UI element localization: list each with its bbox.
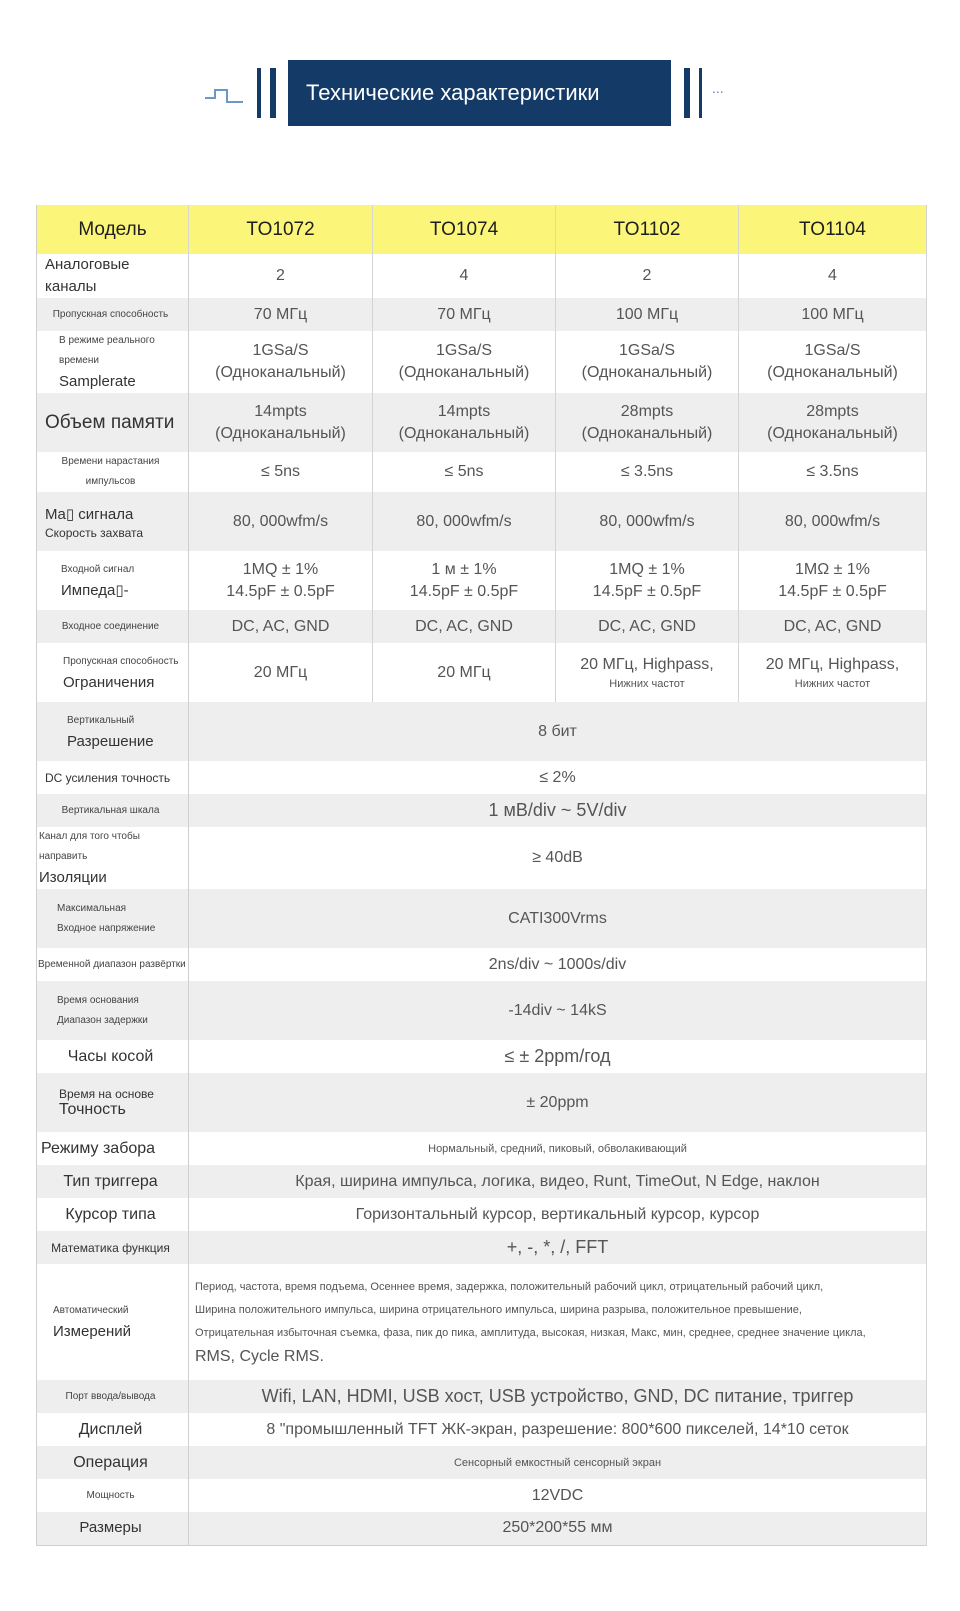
table-cell: 2 [556,254,739,298]
table-row [37,1413,927,1446]
table-cell: 8 бит [189,702,927,761]
table-cell: 100 МГц [556,298,739,331]
table-cell: 14mpts (Одноканальный) [373,393,556,452]
row-label-small: Канал для того чтобы направить [39,831,140,862]
table-cell: 80, 000wfm/s [739,492,927,551]
table-cell: 28mpts (Одноканальный) [556,393,739,452]
spec-table [36,205,927,1546]
table-cell: Сенсорный емкостный сенсорный экран [189,1446,927,1479]
table-cell: Горизонтальный курсор, вертикальный курсор, курсор [189,1198,927,1231]
row-label-main: Ma▯ сигнала [45,505,134,523]
row-label: Режиму забора [37,1132,189,1165]
table-row [37,254,927,298]
table-row [37,643,927,702]
table-row [37,331,927,393]
page-title: Технические характеристики [288,60,671,126]
table-cell: 1MQ ± 1% 14.5pF ± 0.5pF [556,551,739,610]
row-label-sub: Скорость захвата [45,525,144,540]
table-row [37,551,927,610]
table-cell: DC, AC, GND [739,610,927,643]
table-cell: 20 МГц, Highpass, Нижних частот [739,643,927,702]
header-cell: TO1072 [189,205,373,254]
row-label-small: Автоматический [53,1305,129,1316]
row-label-main: Изоляции [39,869,107,886]
table-row [37,889,927,948]
table-cell: DC, AC, GND [373,610,556,643]
table-cell: 250*200*55 мм [189,1512,927,1545]
measurement-line: RMS, Cycle RMS. [195,1348,324,1365]
row-label-small: Максимальная [57,902,127,914]
table-row [37,827,927,889]
row-label: Пропускная способность [37,298,189,331]
table-cell: ≤ ± 2ppm/год [189,1040,927,1073]
row-label: Входное соединение [37,610,189,643]
banner-decoration-text: ... [712,80,724,96]
header-cell: Модель [37,205,189,254]
table-row [37,298,927,331]
row-label-main: Измерений [53,1323,132,1340]
row-label [37,1264,189,1380]
table-cell: ≤ 2% [189,761,927,794]
banner-stripe [684,68,690,118]
table-cell: Wifi, LAN, HDMI, USB хост, USB устройство, GND, DC питание, триггер [189,1380,927,1413]
row-label: Операция [37,1446,189,1479]
table-row [37,1040,927,1073]
row-label [37,981,189,1040]
row-label: Аналоговые каналы [37,254,189,298]
row-label: Мощность [37,1479,189,1512]
row-label: Часы косой [37,1040,189,1073]
table-cell: 2ns/div ~ 1000s/div [189,948,927,981]
row-label: Времени нарастания импульсов [37,452,189,492]
table-cell: ≤ 5ns [189,452,373,492]
table-cell: ≤ 3.5ns [739,452,927,492]
row-label-small: Время на основе [59,1086,154,1101]
table-cell: 12VDC [189,1479,927,1512]
row-label [37,551,189,610]
row-label: Временной диапазон развёртки [37,948,189,981]
row-label-main: Импеда▯- [61,581,129,599]
table-cell: 100 МГц [739,298,927,331]
banner-stripe [270,68,276,118]
table-cell: 1GSa/S (Одноканальный) [373,331,556,393]
row-label [37,331,189,393]
table-row [37,393,927,452]
row-label-small: Время основания [57,994,139,1006]
table-cell: DC, AC, GND [189,610,373,643]
table-cell: DC, AC, GND [556,610,739,643]
table-row [37,1446,927,1479]
waveform-decoration-icon [205,86,245,106]
table-row [37,492,927,551]
row-label [37,827,189,889]
header-cell: TO1102 [556,205,739,254]
table-cell: 4 [739,254,927,298]
row-label-main: Ограничения [63,673,155,691]
row-label: Тип триггера [37,1165,189,1198]
row-label: Вертикальная шкала [37,794,189,827]
table-cell: 4 [373,254,556,298]
table-row [37,794,927,827]
table-cell: 1MΩ ± 1% 14.5pF ± 0.5pF [739,551,927,610]
table-cell [189,1264,927,1380]
header-cell: TO1074 [373,205,556,254]
table-row [37,981,927,1040]
row-label-small: Вертикальный [67,714,135,726]
measurement-line: Период, частота, время подъема, Осеннее время, задержка, положительный рабочий цикл, отрицательный рабочий цикл, [195,1281,824,1293]
row-label-main: Разрешение [67,732,154,750]
row-label: Объем памяти [37,393,189,452]
row-label: Математика функция [37,1231,189,1264]
table-cell: 8 "промышленный TFT ЖК-экран, разрешение: 800*600 пикселей, 14*10 сеток [189,1413,927,1446]
table-row [37,1479,927,1512]
table-row [37,1073,927,1132]
row-label [37,1073,189,1132]
table-cell: Нормальный, средний, пиковый, обволакивающий [189,1132,927,1165]
row-label: Курсор типа [37,1198,189,1231]
table-cell: 1MQ ± 1% 14.5pF ± 0.5pF [189,551,373,610]
table-cell: 20 МГц, Highpass, Нижних частот [556,643,739,702]
row-label-main: Точность [59,1100,126,1118]
table-row [37,948,927,981]
table-row [37,610,927,643]
row-label-small: В режиме реального времени [59,335,155,366]
table-cell: 1GSa/S (Одноканальный) [189,331,373,393]
table-row [37,1380,927,1413]
table-cell: ± 20ppm [189,1073,927,1132]
row-label-small: Пропускная способность [63,655,179,667]
table-cell: -14div ~ 14kS [189,981,927,1040]
table-row [37,1165,927,1198]
row-label [37,702,189,761]
banner-stripe [257,68,261,118]
row-label-sub: Входное напряжение [57,922,156,934]
row-label: Размеры [37,1512,189,1545]
table-row [37,702,927,761]
table-cell: 28mpts (Одноканальный) [739,393,927,452]
table-cell: 20 МГц [373,643,556,702]
table-row [37,1198,927,1231]
section-banner [0,60,960,126]
table-cell: 70 МГц [189,298,373,331]
table-cell: ≤ 3.5ns [556,452,739,492]
table-cell: 1GSa/S (Одноканальный) [556,331,739,393]
table-row [37,1231,927,1264]
row-label [37,643,189,702]
table-row [37,761,927,794]
table-cell: 1 м ± 1% 14.5pF ± 0.5pF [373,551,556,610]
table-cell: CATI300Vrms [189,889,927,948]
measurement-line: Отрицательная избыточная съемка, фаза, пик до пика, амплитуда, высокая, низкая, Макс, мин, среднее, среднее значение цикла, [195,1327,866,1339]
table-cell: 80, 000wfm/s [189,492,373,551]
table-row [37,1132,927,1165]
row-label-main: Samplerate [59,373,136,390]
table-cell: 2 [189,254,373,298]
table-cell: ≤ 5ns [373,452,556,492]
table-cell: +, -, *, /, FFT [189,1231,927,1264]
table-cell: Края, ширина импульса, логика, видео, Runt, TimeOut, N Edge, наклон [189,1165,927,1198]
table-row [37,1264,927,1380]
row-label: Порт ввода/вывода [37,1380,189,1413]
table-cell: 80, 000wfm/s [373,492,556,551]
table-header-row [37,205,927,254]
table-cell: ≥ 40dB [189,827,927,889]
row-label-small: Входной сигнал [61,563,135,575]
table-cell: 80, 000wfm/s [556,492,739,551]
table-cell: 1 мВ/div ~ 5V/div [189,794,927,827]
row-label [37,492,189,551]
table-row [37,1512,927,1545]
row-label [37,889,189,948]
banner-stripe [699,68,702,118]
row-label: Дисплей [37,1413,189,1446]
measurement-line: Ширина положительного импульса, ширина отрицательного импульса, ширина разрыва, положительное превышение, [195,1304,802,1316]
table-cell: 70 МГц [373,298,556,331]
table-cell: 14mpts (Одноканальный) [189,393,373,452]
table-cell: 20 МГц [189,643,373,702]
row-label-sub: Диапазон задержки [57,1014,148,1026]
table-cell: 1GSa/S (Одноканальный) [739,331,927,393]
table-row [37,452,927,492]
header-cell: TO1104 [739,205,927,254]
row-label: DC усиления точность [37,761,189,794]
